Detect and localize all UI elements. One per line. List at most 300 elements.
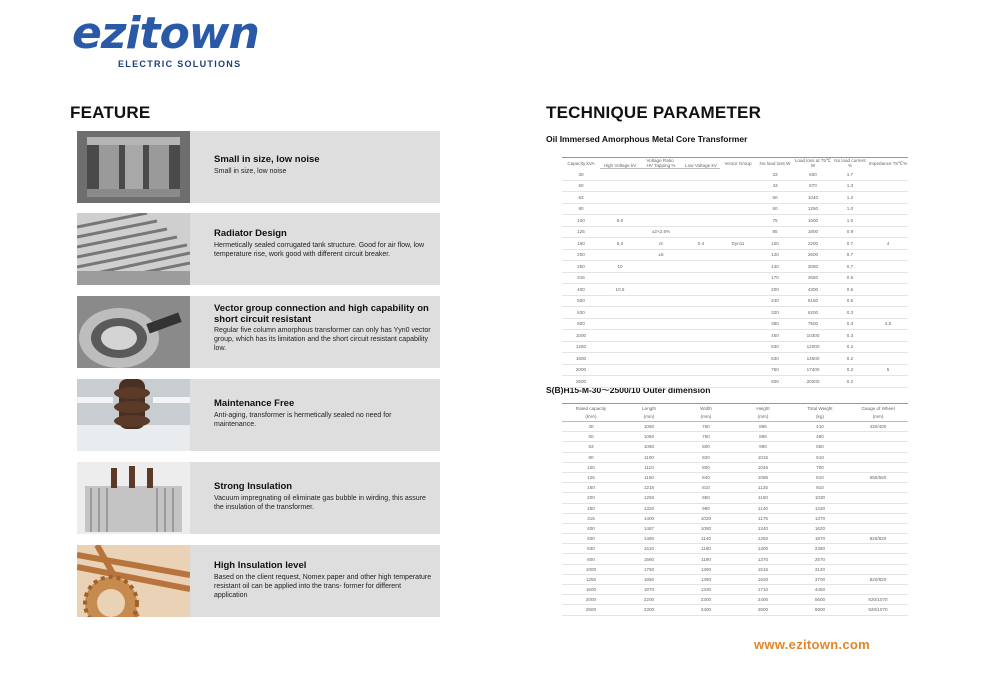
feature-title: Strong Insulation: [214, 481, 293, 492]
table-cell: 0.7: [832, 249, 868, 261]
table-cell: [682, 295, 720, 307]
table-cell: 30: [562, 422, 620, 432]
table-cell: [720, 307, 756, 319]
table-cell: 760: [678, 432, 734, 442]
table-cell: 0.3: [832, 318, 868, 330]
table-cell: 1220: [792, 503, 848, 513]
table-cell: [868, 180, 908, 192]
table-cell: [868, 203, 908, 215]
feature-description: Vacuum impregnating oil eliminate gas bubble in wirding, this assure the insulation of the transformer.: [214, 494, 426, 511]
table-cell: 950: [678, 493, 734, 503]
table-cell: [600, 169, 640, 181]
feature-title: Radiator Design: [214, 228, 287, 239]
table-cell: 1515: [734, 564, 792, 574]
table-cell: 1015: [734, 452, 792, 462]
table-row: [562, 493, 908, 503]
table-cell: 1.2: [832, 192, 868, 204]
table-cell: [682, 376, 720, 388]
technique-heading: TECHNIQUE PARAMETER: [546, 103, 762, 122]
table-cell: 5: [868, 364, 908, 376]
table-cell: 140: [756, 261, 794, 273]
table-cell: [600, 353, 640, 365]
table-row: [562, 364, 908, 376]
table-cell: 870: [794, 180, 832, 192]
table2-unit-cell: (kVA): [562, 413, 620, 422]
table-row: [562, 215, 908, 227]
table-cell: 33: [756, 169, 794, 181]
table1-header-capacity: Capacity kVA: [562, 158, 600, 169]
table-cell: 85: [756, 226, 794, 238]
table-row: [562, 376, 908, 388]
table-cell: 820/1070: [848, 605, 908, 615]
table-cell: 1370: [792, 513, 848, 523]
table-cell: 80: [562, 452, 620, 462]
table-cell: 250: [562, 503, 620, 513]
table1-header-impedance: Impedance 75℃%: [868, 158, 908, 169]
table-cell: 1870: [792, 534, 848, 544]
table-row: [562, 307, 908, 319]
table-cell: 1660: [620, 554, 678, 564]
table-cell: [682, 215, 720, 227]
table2-header-cell: Width: [678, 404, 734, 413]
table-cell: 30: [562, 169, 600, 181]
table-cell: 170: [756, 272, 794, 284]
table1-header-loadloss: Load loss at 75℃ W: [794, 158, 832, 169]
table-cell: [640, 330, 682, 342]
table-cell: [640, 341, 682, 353]
table-cell: 0.2: [832, 341, 868, 353]
logo-wordmark: ezitown: [72, 8, 259, 59]
table-row: [562, 544, 908, 554]
table-cell: [720, 249, 756, 261]
table-row: [562, 272, 908, 284]
table2-header-cell: Total Weight: [792, 404, 848, 413]
table-cell: 610: [792, 452, 848, 462]
table-cell: 200: [756, 284, 794, 296]
table-cell: 6.0: [600, 215, 640, 227]
feature-description: Regular five column amorphous transformer can only has Yyn0 vector group, which has its limitation and the short circuit resistant capability low.: [214, 327, 431, 352]
table-cell: 1870: [620, 585, 678, 595]
bushing-insulator-icon: [77, 379, 190, 451]
table-cell: [682, 169, 720, 181]
table-cell: 1140: [678, 534, 734, 544]
table-cell: [640, 180, 682, 192]
table-cell: 2500: [562, 376, 600, 388]
table-cell: 600: [794, 169, 832, 181]
table-cell: 4.5: [868, 318, 908, 330]
parameter-table: [562, 157, 908, 388]
table-cell: 800: [562, 554, 620, 564]
table-cell: [720, 261, 756, 273]
table-cell: 1050: [620, 422, 678, 432]
table-cell: 1390: [678, 574, 734, 584]
table-cell: [720, 364, 756, 376]
table-row: [562, 203, 908, 215]
table-cell: 550: [792, 442, 848, 452]
table-cell: 100: [562, 462, 620, 472]
table-cell: [682, 180, 720, 192]
table-cell: [640, 318, 682, 330]
table2-header-cell: Height: [734, 404, 792, 413]
table-cell: [600, 376, 640, 388]
table-cell: [682, 261, 720, 273]
feature-item: [77, 545, 440, 617]
table-cell: 1110: [620, 462, 678, 472]
table-cell: 1080: [678, 523, 734, 533]
table-cell: 6.3: [600, 238, 640, 250]
table-cell: 1600: [562, 585, 620, 595]
table-cell: 1190: [678, 554, 734, 564]
table-cell: [640, 169, 682, 181]
table-cell: 1020: [678, 513, 734, 523]
table2-unit-cell: (kg): [792, 413, 848, 422]
table-cell: or: [640, 238, 682, 250]
feature-text-panel: [190, 545, 440, 617]
table-cell: 750: [756, 364, 794, 376]
table-cell: 3120: [792, 564, 848, 574]
table-cell: [600, 249, 640, 261]
table-cell: [720, 295, 756, 307]
table-cell: 6900: [792, 605, 848, 615]
table-cell: 125: [562, 226, 600, 238]
table-row: [562, 192, 908, 204]
table-cell: 4450: [792, 585, 848, 595]
table-cell: 1.0: [832, 215, 868, 227]
table-row: [562, 238, 908, 250]
dimension-table: [562, 403, 908, 616]
table-row: [562, 284, 908, 296]
table-cell: [682, 318, 720, 330]
technique-subtitle: Oil Immersed Amorphous Metal Core Transformer: [546, 134, 748, 144]
table-cell: 820/1070: [848, 595, 908, 605]
table-cell: 0.2: [832, 364, 868, 376]
table-cell: 60: [756, 203, 794, 215]
table-cell: 1320: [620, 503, 678, 513]
table-cell: 450: [756, 330, 794, 342]
table-cell: 865: [734, 432, 792, 442]
table-cell: [640, 307, 682, 319]
table-cell: 810: [792, 472, 848, 482]
table-cell: 1.0: [832, 203, 868, 215]
table-cell: 1850: [620, 574, 678, 584]
table-cell: 820/820: [848, 534, 908, 544]
table-cell: 125: [562, 472, 620, 482]
table-cell: 1250: [562, 341, 600, 353]
table-cell: 3650: [794, 272, 832, 284]
table-cell: 500: [562, 534, 620, 544]
table-cell: 1610: [620, 544, 678, 554]
table-cell: 980: [678, 503, 734, 513]
table-cell: 1150: [734, 493, 792, 503]
table-cell: [682, 353, 720, 365]
feature-title: Vector group connection and high capability on short circuit resistant: [214, 303, 429, 325]
table-cell: [868, 169, 908, 181]
table-row: [562, 523, 908, 533]
table-row: [562, 452, 908, 462]
table-cell: 17400: [794, 364, 832, 376]
table-cell: [720, 341, 756, 353]
table-cell: [682, 226, 720, 238]
table-cell: [848, 493, 908, 503]
table-cell: [868, 376, 908, 388]
table-cell: 630: [562, 544, 620, 554]
table-cell: 1060: [620, 442, 678, 452]
table-cell: [682, 341, 720, 353]
table-row: [562, 180, 908, 192]
dimension-heading: S(B)H15-M-30～2500/10 Outer dimension: [546, 385, 711, 395]
table-cell: [640, 353, 682, 365]
table-row: [562, 330, 908, 342]
table-cell: [868, 226, 908, 238]
table-cell: 1175: [734, 513, 792, 523]
table-cell: 1040: [794, 192, 832, 204]
table-cell: 410: [792, 422, 848, 432]
table-cell: 10: [600, 261, 640, 273]
table-cell: 1.3: [832, 180, 868, 192]
table-cell: 820: [678, 452, 734, 462]
table-cell: 480: [792, 432, 848, 442]
table-cell: 2400: [734, 595, 792, 605]
table-cell: [682, 330, 720, 342]
table-cell: 0.9: [832, 226, 868, 238]
table-cell: 1370: [734, 554, 792, 564]
table-cell: [600, 341, 640, 353]
table-cell: [868, 272, 908, 284]
table-cell: 1.7: [832, 169, 868, 181]
table-cell: 1125: [734, 483, 792, 493]
table-cell: [600, 318, 640, 330]
table-cell: [640, 284, 682, 296]
table-cell: [848, 544, 908, 554]
table-cell: 2360: [792, 544, 848, 554]
radiator-fins-icon: [77, 213, 190, 285]
table-row: [562, 295, 908, 307]
table-cell: 315: [562, 513, 620, 523]
table-cell: 1030: [792, 493, 848, 503]
table-cell: 2400: [678, 605, 734, 615]
table-row: [562, 226, 908, 238]
table-cell: [682, 249, 720, 261]
table-cell: 1250: [794, 203, 832, 215]
table-cell: 43: [756, 180, 794, 192]
table-cell: 1390: [678, 564, 734, 574]
table-cell: 50: [562, 432, 620, 442]
table-cell: [682, 307, 720, 319]
table-cell: 1480: [620, 534, 678, 544]
table-cell: [868, 295, 908, 307]
table-cell: 1620: [734, 574, 792, 584]
table-cell: 0.3: [832, 330, 868, 342]
table-cell: 1250: [562, 574, 620, 584]
table-cell: 760: [678, 422, 734, 432]
table-cell: [848, 585, 908, 595]
feature-title: High Insulation level: [214, 560, 307, 571]
table-cell: 63: [562, 192, 600, 204]
feature-title: Maintenance Free: [214, 398, 295, 409]
table-cell: 160: [562, 483, 620, 493]
table-cell: 14500: [794, 353, 832, 365]
table-cell: 63: [562, 442, 620, 452]
table-cell: 2000: [562, 364, 600, 376]
table-cell: [848, 523, 908, 533]
table-cell: 0.7: [832, 238, 868, 250]
table-cell: ±2×2.5%: [640, 226, 682, 238]
table-cell: 2570: [792, 554, 848, 564]
table-row: [562, 564, 908, 574]
table-cell: 400: [562, 523, 620, 533]
table-cell: 1215: [620, 483, 678, 493]
table-row: [562, 341, 908, 353]
table-cell: 2200: [794, 238, 832, 250]
table2-unit-cell: (mm): [734, 413, 792, 422]
table-cell: 990: [734, 442, 792, 452]
table-cell: 2300: [678, 595, 734, 605]
table-cell: 1620: [792, 523, 848, 533]
table-cell: [720, 215, 756, 227]
table-cell: 0.5: [832, 295, 868, 307]
table-cell: 3050: [794, 261, 832, 273]
table-cell: [848, 554, 908, 564]
table-cell: [600, 180, 640, 192]
table-cell: [640, 272, 682, 284]
table-row: [562, 585, 908, 595]
table-cell: [682, 203, 720, 215]
table-cell: [720, 169, 756, 181]
table-cell: 2200: [620, 595, 678, 605]
table-cell: [720, 330, 756, 342]
table-cell: [640, 376, 682, 388]
table-cell: 1150: [620, 472, 678, 482]
feature-item: [77, 213, 440, 285]
table-cell: 1330: [678, 585, 734, 595]
table-cell: 1600: [562, 353, 600, 365]
table-cell: [720, 376, 756, 388]
table2-header-cell: Gauge of Wheel: [848, 404, 908, 413]
table-cell: 900: [756, 376, 794, 388]
table-cell: 200: [562, 249, 600, 261]
table-cell: [720, 192, 756, 204]
table-cell: [868, 330, 908, 342]
table-cell: 20200: [794, 376, 832, 388]
table-cell: [682, 364, 720, 376]
table-cell: 2500: [734, 605, 792, 615]
table-cell: 200: [562, 493, 620, 503]
table-cell: 810: [678, 483, 734, 493]
table-cell: 1180: [678, 544, 734, 554]
feature-description: Anti-aging, transformer is hermetically sealed no need for maintenance.: [214, 411, 392, 428]
table-cell: [682, 192, 720, 204]
table-cell: 0.7: [832, 261, 868, 273]
table-cell: 2500: [562, 605, 620, 615]
table-cell: 320: [756, 307, 794, 319]
table-cell: [600, 307, 640, 319]
table-row: [562, 249, 908, 261]
feature-title: Small in size, low noise: [214, 154, 320, 165]
table-cell: 2300: [620, 605, 678, 615]
feature-text-panel: [190, 213, 440, 285]
table-cell: [868, 215, 908, 227]
table-cell: [848, 483, 908, 493]
table1-header-noload: No load loss W: [756, 158, 794, 169]
table-cell: 160: [562, 238, 600, 250]
table-cell: 4300: [794, 284, 832, 296]
table2-unit-cell: (mm): [620, 413, 678, 422]
table-cell: 250: [562, 261, 600, 273]
table-cell: 0.2: [832, 353, 868, 365]
coil-winding-icon: [77, 296, 190, 368]
table-cell: [640, 261, 682, 273]
table-cell: [720, 284, 756, 296]
table-row: [562, 513, 908, 523]
table-cell: [600, 226, 640, 238]
table-cell: [868, 249, 908, 261]
table-cell: 800: [678, 442, 734, 452]
feature-item: [77, 379, 440, 451]
table-cell: [640, 364, 682, 376]
table-cell: [848, 564, 908, 574]
table-cell: 1050: [620, 432, 678, 442]
feature-description: Based on the client request, Nomex paper and other high temperature resistant oil can be applied into the trans- former for different application: [214, 573, 432, 599]
table-cell: 800: [562, 318, 600, 330]
table2-header-cell: Rated capacity: [562, 404, 620, 413]
feature-text-panel: [190, 379, 440, 451]
table-cell: [848, 462, 908, 472]
table-cell: [848, 432, 908, 442]
table-cell: 1400: [620, 513, 678, 523]
table-cell: 5150: [794, 295, 832, 307]
table-cell: 100: [756, 238, 794, 250]
table-cell: 100: [562, 215, 600, 227]
table-cell: [868, 192, 908, 204]
table-cell: 1250: [734, 534, 792, 544]
table-cell: 840: [678, 472, 734, 482]
table-cell: 1100: [620, 452, 678, 462]
table-cell: [640, 203, 682, 215]
table-cell: [600, 330, 640, 342]
table-cell: 75: [756, 215, 794, 227]
table-cell: 10300: [794, 330, 832, 342]
table-cell: 315: [562, 272, 600, 284]
table-cell: 1500: [794, 215, 832, 227]
table-row: [562, 554, 908, 564]
table-row: [562, 169, 908, 181]
logo-tagline: ELECTRIC SOLUTIONS: [118, 59, 242, 69]
transformer-core-icon: [77, 131, 190, 203]
table-cell: [600, 272, 640, 284]
table1-header-vector: Vector Group: [720, 158, 756, 169]
table-cell: 1140: [734, 503, 792, 513]
table-cell: [720, 203, 756, 215]
table-cell: [848, 513, 908, 523]
table-cell: 6200: [794, 307, 832, 319]
table-cell: [720, 272, 756, 284]
table-cell: 3700: [792, 574, 848, 584]
table-cell: 530: [756, 341, 794, 353]
table-cell: 50: [562, 180, 600, 192]
copper-gear-icon: [77, 545, 190, 617]
table1-body: [562, 169, 908, 388]
website-link[interactable]: www.ezitown.com: [754, 637, 870, 652]
feature-heading: FEATURE: [70, 103, 151, 122]
table-cell: [848, 452, 908, 462]
table-cell: ±5: [640, 249, 682, 261]
table-cell: [600, 295, 640, 307]
table2-header-cell: Length: [620, 404, 678, 413]
table-cell: 240: [756, 295, 794, 307]
table-cell: 0.5: [832, 272, 868, 284]
table-cell: 400: [562, 284, 600, 296]
table-cell: [720, 180, 756, 192]
